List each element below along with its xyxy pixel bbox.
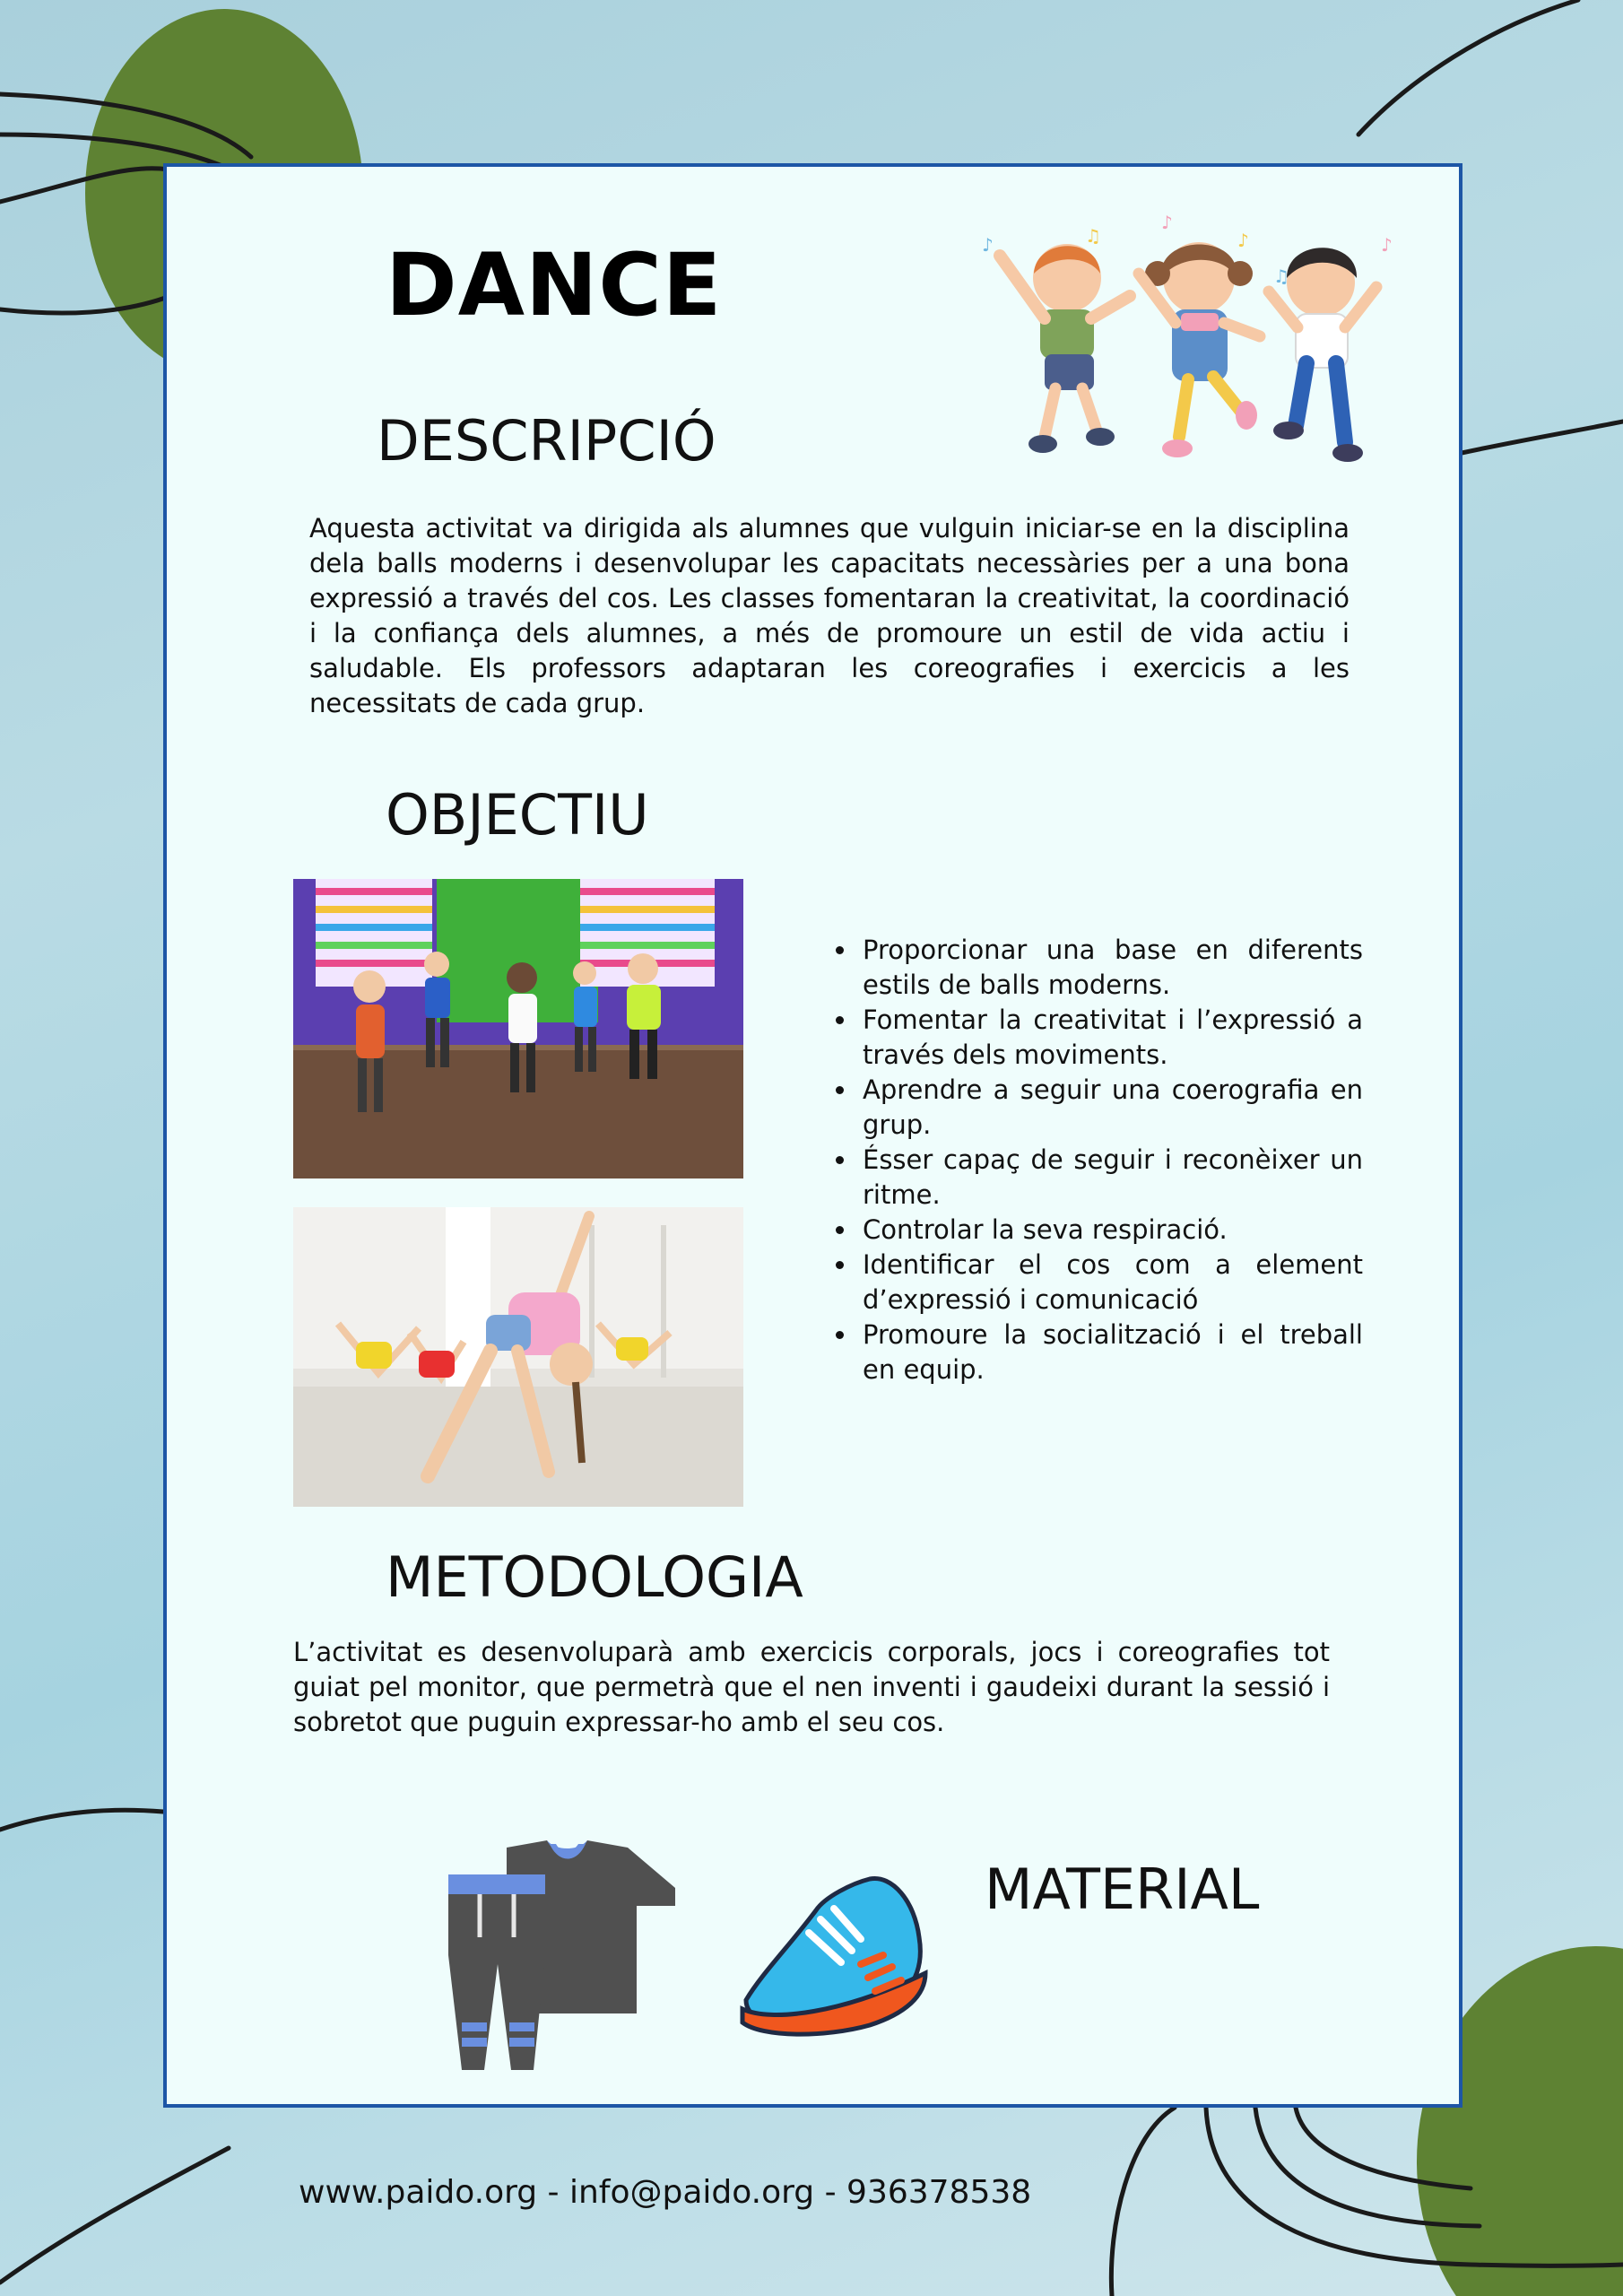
photo-kids-stretching [293, 1207, 743, 1507]
list-item: Aprendre a seguir una coerografia en grup. [863, 1073, 1363, 1143]
svg-text:♪: ♪ [1381, 234, 1393, 256]
svg-text:♪: ♪ [1237, 230, 1249, 251]
metodologia-text: L’activitat es desenvoluparà amb exercicis corporals, jocs i coreografies tot guiat pel monitor, que permetrà que el nen inventi i gaudeixi durant la sessió i sobretot que puguin expressar-ho amb el seu cos. [293, 1637, 1330, 1737]
svg-text:♪: ♪ [1161, 212, 1173, 233]
sportswear-icon [444, 1839, 677, 2072]
list-item: Identificar el cos com a element d’expressió i comunicació [863, 1248, 1363, 1318]
material-heading: MATERIAL [985, 1857, 1260, 1922]
objectives-list [807, 933, 1363, 1387]
svg-text:♫: ♫ [1273, 265, 1289, 287]
objectiu-heading: OBJECTIU [386, 782, 649, 848]
sneaker-icon [735, 1866, 928, 2040]
descripcio-heading: DESCRIPCIÓ [377, 408, 716, 474]
list-item: Ésser capaç de seguir i reconèixer un ritme. [863, 1143, 1363, 1213]
dancing-kids-illustration [973, 202, 1403, 475]
metodologia-heading: METODOLOGIA [386, 1544, 803, 1610]
svg-text:♫: ♫ [1085, 225, 1101, 247]
kid-middle [1139, 242, 1260, 457]
list-item: Proporcionar una base en diferents estils de balls moderns. [863, 933, 1363, 1003]
footer-contact: www.paido.org - info@paido.org - 936378538 [299, 2174, 1032, 2211]
photo-kids-dancing-studio [293, 879, 743, 1178]
list-item: Fomentar la creativitat i l’expressió a través dels moviments. [863, 1003, 1363, 1073]
list-item: Controlar la seva respiració. [863, 1213, 1363, 1248]
descripcio-text: Aquesta activitat va dirigida als alumnes que vulguin iniciar-se en la disciplina dela balls moderns i desenvolupar les capacitats necessàries per a una bona expressió a través del cos. Les classes fomentaran la creativitat, la coordinació i la confiança dels alumnes, a més de promoure un estil de vida actiu i saludable. Els professors adaptaran les coreografies i exercicis a les necessitats de cada grup. [309, 513, 1350, 718]
page-title: DANCE [386, 235, 723, 335]
svg-text:♪: ♪ [982, 234, 994, 256]
kid-left [1000, 244, 1130, 453]
list-item: Promoure la socialització i el treball en equip. [863, 1318, 1363, 1387]
